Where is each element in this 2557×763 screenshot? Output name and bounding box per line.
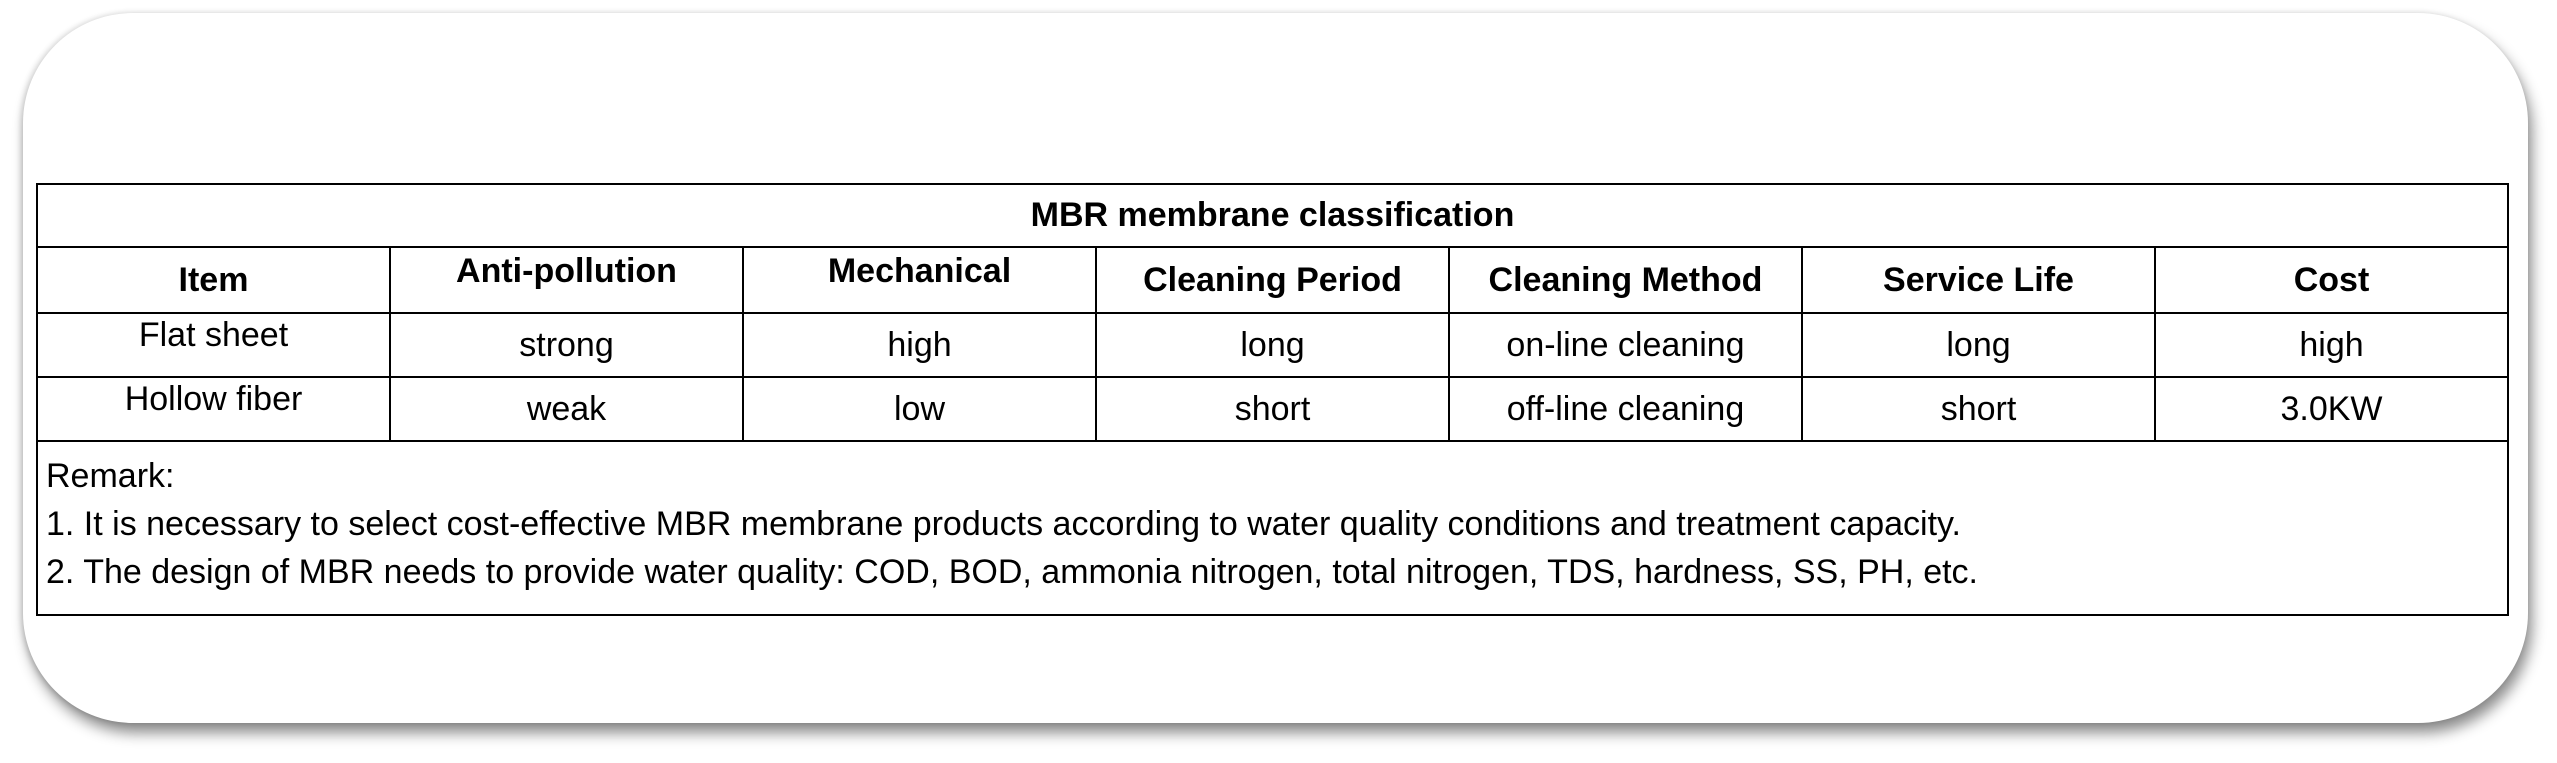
header-anti-pollution: Anti-pollution bbox=[390, 247, 743, 313]
header-cleaning-method: Cleaning Method bbox=[1449, 247, 1802, 313]
cell-item: Flat sheet bbox=[37, 313, 390, 377]
cell-service-life: short bbox=[1802, 377, 2155, 441]
header-mechanical: Mechanical bbox=[743, 247, 1096, 313]
cell-cleaning-method: on-line cleaning bbox=[1449, 313, 1802, 377]
cell-anti-pollution: strong bbox=[390, 313, 743, 377]
table-row bbox=[37, 313, 2508, 377]
mbr-classification-table bbox=[36, 183, 2509, 616]
remark-cell bbox=[37, 441, 2508, 615]
header-cleaning-period: Cleaning Period bbox=[1096, 247, 1449, 313]
remark-row bbox=[37, 441, 2508, 615]
cell-cleaning-period: long bbox=[1096, 313, 1449, 377]
cell-anti-pollution: weak bbox=[390, 377, 743, 441]
cell-cost: 3.0KW bbox=[2155, 377, 2508, 441]
remark-label: Remark: bbox=[46, 457, 175, 495]
header-service-life: Service Life bbox=[1802, 247, 2155, 313]
table-title: MBR membrane classification bbox=[37, 184, 2508, 247]
remark-line-1: 1. It is necessary to select cost-effective MBR membrane products according to water quality conditions and treatment capacity. bbox=[46, 505, 1961, 543]
header-cost: Cost bbox=[2155, 247, 2508, 313]
cell-cleaning-method: off-line cleaning bbox=[1449, 377, 1802, 441]
table-row bbox=[37, 377, 2508, 441]
table-header-row bbox=[37, 247, 2508, 313]
cell-item: Hollow fiber bbox=[37, 377, 390, 441]
cell-service-life: long bbox=[1802, 313, 2155, 377]
remark-line-2: 2. The design of MBR needs to provide water quality: COD, BOD, ammonia nitrogen, total nitrogen, TDS, hardness, SS, PH, etc. bbox=[46, 553, 1979, 591]
cell-mechanical: low bbox=[743, 377, 1096, 441]
table-title-row bbox=[37, 184, 2508, 247]
cell-mechanical: high bbox=[743, 313, 1096, 377]
header-item: Item bbox=[37, 247, 390, 313]
cell-cost: high bbox=[2155, 313, 2508, 377]
cell-cleaning-period: short bbox=[1096, 377, 1449, 441]
